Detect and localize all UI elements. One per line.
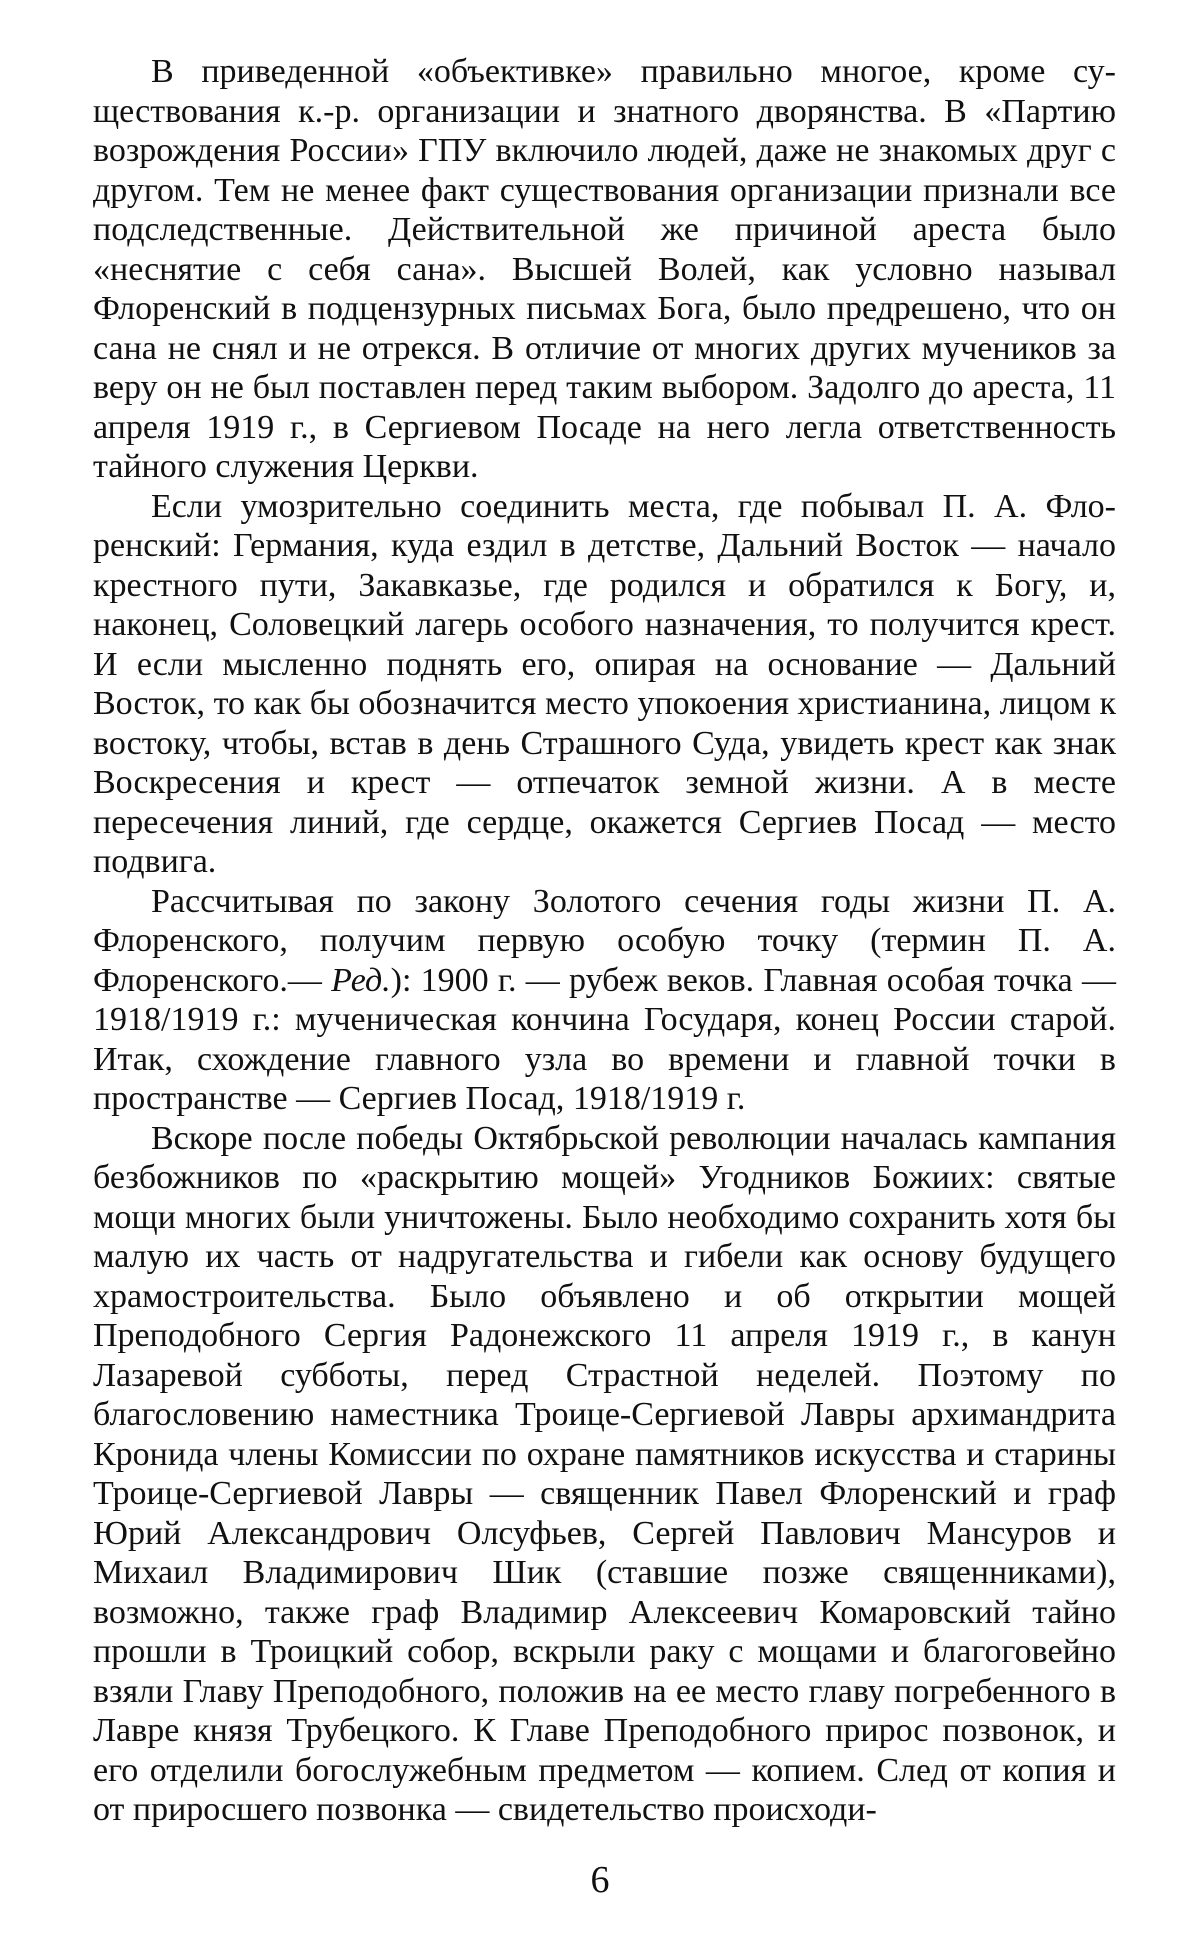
paragraph-4: Вскоре после победы Октябрьской революции началась кампания безбожников по «раскрытию мощей» Угодников Божиих: святые мощи многих были уничтожены. Было необходимо сохранить хотя бы малую их часть от надругательства и гибели как основу будущего храмостроительства. Было объявлено и об открытии мощей Преподобного Сергия Радонежского 11 апреля 1919 г., в канун Лазаревой субботы, перед Страстной неделей. Поэтому по благословению наместника Троице-Сергиевой Лавры архимандрита Кронида члены Комиссии по охране памятников искусства и старины Троице-Сергиевой Лавры — священник Павел Флоренский и граф Юрий Александрович Олсуфьев, Сергей Павлович Мансуров и Михаил Владимирович Шик (ставшие позже священниками), возможно, также граф Владимир Алексеевич Комаровский тайно прошли в Троицкий собор, вскрыли раку с мощами и благоговейно взяли Главу Преподобного, положив на ее место главу погребенного в Лавре князя Трубецкого. К Главе Преподобного прирос позвонок, и его отделили богослужебным предметом — копием. След от копия и от приросшего позвонка — свидетельство происходи- [93, 1119, 1116, 1828]
paragraph-1: В приведенной «объективке» правильно многое, кроме существования к.-р. организации и знатного дворянства. В «Партию возрождения России» ГПУ включило людей, даже не знакомых друг с другом. Тем не менее факт существования организации признали все подследственные. Действительной же причиной ареста было «неснятие с себя сана». Высшей Волей, как условно называл Флоренский в подцензурных письмах Бога, было предрешено, что он сана не снял и не отрекся. В отличие от многих других мучеников за веру он не был поставлен перед таким выбором. Задолго до ареста, 11 апреля 1919 г., в Сергиевом Посаде на него легла ответственность тайного служения Церкви. [93, 53, 1116, 485]
page-number: 6 [590, 1859, 610, 1901]
page-body [93, 52, 1116, 1830]
paragraph-3-start: Рассчитывая по закону Золотого сечения годы жизни П. А. Флоренского, получим первую особую точку (термин П. А. Флоренского.— [93, 882, 1116, 999]
paragraph-3-end: ): 1900 г. — рубеж веков. Главная особая точка — 1918/1919 г.: мученическая кончина Государя, конец России старой. Итак, схождение главного узла во времени и главной точки в пространстве — Сергиев Посад, 1918/1919 г. [93, 961, 1116, 1117]
paragraph-2: Если умозрительно соединить места, где побывал П. А. Флоренский: Германия, куда ездил в детстве, Дальний Восток — начало крестного пути, Закавказье, где родился и обратился к Богу, и, наконец, Соловецкий лагерь особого назначения, то получится крест. И если мысленно поднять его, опирая на основание — Дальний Восток, то как бы обозначится место упокоения христианина, лицом к востоку, чтобы, встав в день Страшного Суда, увидеть крест как знак Воскресения и крест — отпечаток земной жизни. А в месте пересечения линий, где сердце, окажется Сергиев Посад — место подвига. [93, 487, 1116, 880]
editor-note: Ред. [331, 961, 391, 999]
paragraph-3 [93, 882, 1116, 1119]
